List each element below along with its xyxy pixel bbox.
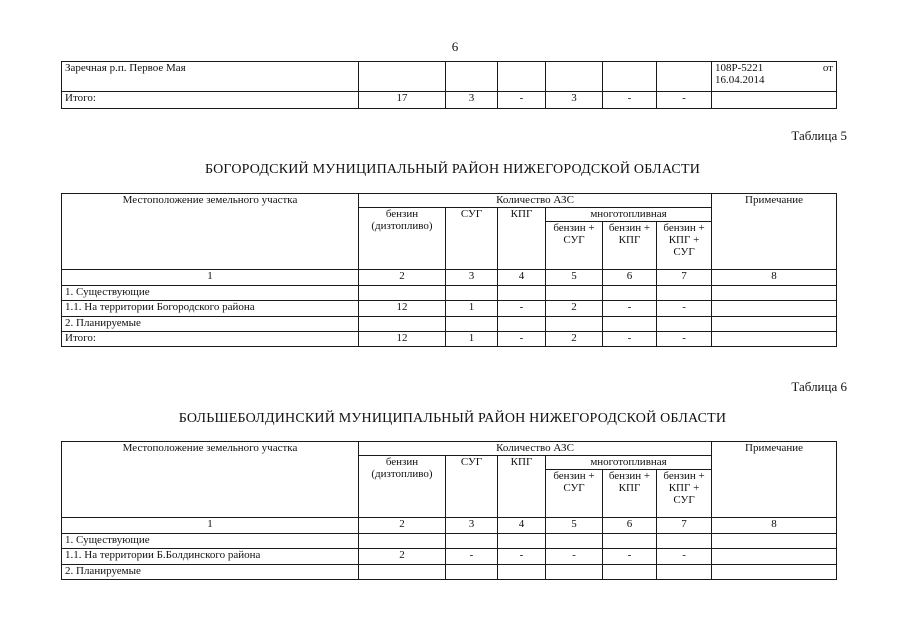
section-planned: 2. Планируемые	[62, 565, 359, 580]
page-number: 6	[451, 39, 459, 54]
total-value: 3	[446, 92, 498, 109]
table5	[61, 193, 837, 347]
table-row	[62, 62, 837, 92]
header-benzin-sug: бензин + СУГ	[546, 470, 603, 518]
column-number: 8	[712, 270, 837, 286]
note-cell	[712, 62, 837, 92]
note-doc: 108Р-5221	[715, 62, 764, 74]
header-sug: СУГ	[446, 208, 498, 270]
total-value: -	[603, 332, 657, 347]
row-value: -	[603, 301, 657, 317]
table-row	[62, 549, 837, 565]
table-row-total	[62, 332, 837, 347]
row-label: 1.1. На территории Б.Болдинского района	[62, 549, 359, 565]
column-number: 4	[498, 518, 546, 534]
header-benzin: бензин (дизтопливо)	[359, 208, 446, 270]
column-number: 6	[603, 270, 657, 286]
table6-label: Таблица 6	[791, 379, 847, 394]
header-note: Примечание	[712, 442, 837, 518]
column-number: 2	[359, 518, 446, 534]
note-date: 16.04.2014	[715, 74, 765, 86]
row-value: 2	[359, 549, 446, 565]
column-number: 3	[446, 270, 498, 286]
column-number: 1	[62, 270, 359, 286]
header-benzin-kpg: бензин + КПГ	[603, 222, 657, 270]
header-note: Примечание	[712, 194, 837, 270]
column-number: 7	[657, 270, 712, 286]
column-number: 7	[657, 518, 712, 534]
header-multi: многотопливная	[546, 208, 712, 222]
column-number: 5	[546, 270, 603, 286]
location-cell: Заречная р.п. Первое Мая	[62, 62, 359, 92]
row-value: -	[546, 549, 603, 565]
total-value: -	[657, 332, 712, 347]
table-row	[62, 534, 837, 549]
total-value: 3	[546, 92, 603, 109]
total-value: 17	[359, 92, 446, 109]
row-value: 2	[546, 301, 603, 317]
section-existing: 1. Существующие	[62, 534, 359, 549]
column-number: 2	[359, 270, 446, 286]
table-row	[62, 317, 837, 332]
header-count: Количество АЗС	[359, 194, 712, 208]
column-number: 4	[498, 270, 546, 286]
total-value: -	[498, 332, 546, 347]
header-benzin-sug: бензин + СУГ	[546, 222, 603, 270]
row-value: -	[603, 549, 657, 565]
column-numbers	[62, 270, 837, 286]
row-value: -	[498, 301, 546, 317]
row-value: -	[446, 549, 498, 565]
section-planned: 2. Планируемые	[62, 317, 359, 332]
table-row	[62, 301, 837, 317]
row-value: 1	[446, 301, 498, 317]
header-benzin-kpg: бензин + КПГ	[603, 470, 657, 518]
table-row	[62, 565, 837, 580]
row-label: 1.1. На территории Богородского района	[62, 301, 359, 317]
column-number: 1	[62, 518, 359, 534]
column-numbers	[62, 518, 837, 534]
total-label: Итого:	[62, 332, 359, 347]
table-row-total	[62, 92, 837, 109]
header-location: Местоположение земельного участка	[62, 442, 359, 518]
column-number: 6	[603, 518, 657, 534]
row-value: 12	[359, 301, 446, 317]
column-number: 8	[712, 518, 837, 534]
table6	[61, 441, 837, 580]
header-benzin-kpg-sug: бензин + КПГ + СУГ	[657, 470, 712, 518]
section-existing: 1. Существующие	[62, 286, 359, 301]
table6-title: БОЛЬШЕБОЛДИНСКИЙ МУНИЦИПАЛЬНЫЙ РАЙОН НИЖЕГОРОДСКОЙ ОБЛАСТИ	[178, 411, 727, 426]
total-value: 12	[359, 332, 446, 347]
column-number: 5	[546, 518, 603, 534]
total-label: Итого:	[62, 92, 359, 109]
column-number: 3	[446, 518, 498, 534]
header-benzin-kpg-sug: бензин + КПГ + СУГ	[657, 222, 712, 270]
table5-label: Таблица 5	[791, 128, 847, 143]
total-value: 1	[446, 332, 498, 347]
total-value: -	[657, 92, 712, 109]
note-from: от	[822, 62, 833, 74]
total-value: -	[498, 92, 546, 109]
header-kpg: КПГ	[498, 208, 546, 270]
total-value: 2	[546, 332, 603, 347]
header-benzin: бензин (дизтопливо)	[359, 456, 446, 518]
row-value: -	[498, 549, 546, 565]
table5-title: БОГОРОДСКИЙ МУНИЦИПАЛЬНЫЙ РАЙОН НИЖЕГОРОДСКОЙ ОБЛАСТИ	[204, 162, 701, 177]
header-multi: многотопливная	[546, 456, 712, 470]
top-table	[61, 61, 837, 109]
row-value: -	[657, 301, 712, 317]
header-kpg: КПГ	[498, 456, 546, 518]
header-sug: СУГ	[446, 456, 498, 518]
total-value: -	[603, 92, 657, 109]
header-location: Местоположение земельного участка	[62, 194, 359, 270]
header-count: Количество АЗС	[359, 442, 712, 456]
table-row	[62, 286, 837, 301]
row-value: -	[657, 549, 712, 565]
